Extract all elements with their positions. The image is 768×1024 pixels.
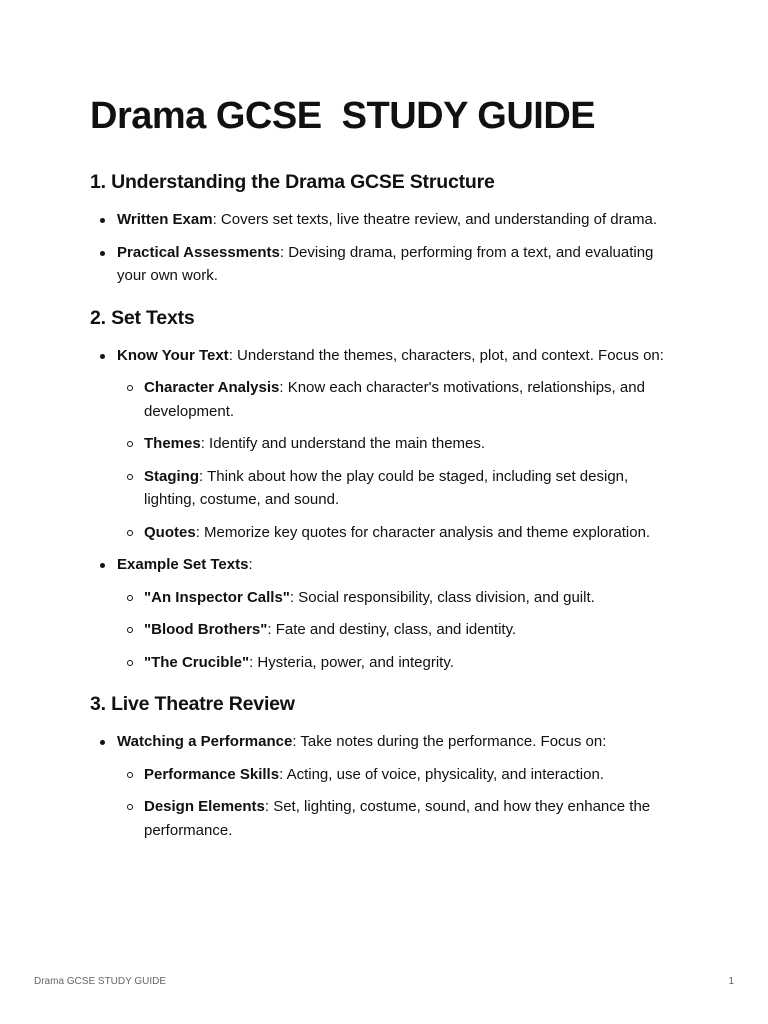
section-live-theatre-review — [90, 690, 680, 842]
page-title: Drama GCSE STUDY GUIDE — [90, 95, 596, 137]
list-item — [90, 730, 680, 842]
list-item — [90, 241, 680, 288]
item-text: : Identify and understand the main themes. — [200, 435, 486, 452]
item-term: Example Set Texts — [117, 556, 249, 573]
list-item — [90, 208, 680, 232]
sub-list-item — [117, 432, 680, 456]
item-term: Staging — [144, 467, 199, 485]
item-term: "The Crucible" — [144, 653, 250, 671]
section-heading: 3. Live Theatre Review — [90, 693, 295, 715]
bullet-list — [90, 730, 680, 842]
item-text: : Set, lighting, costume, sound, and how they enhance the performance. — [144, 798, 651, 839]
list-item — [90, 344, 680, 545]
section-structure — [90, 168, 680, 288]
list-item — [90, 553, 680, 674]
sub-list — [117, 376, 680, 544]
page-number: 1 — [728, 976, 734, 987]
item-term: Quotes — [144, 523, 196, 541]
item-text: : Acting, use of voice, physicality, and interaction. — [279, 765, 604, 783]
item-term: Performance Skills — [144, 765, 280, 783]
section-heading: 1. Understanding the Drama GCSE Structure — [90, 171, 495, 193]
sub-list-item — [117, 465, 680, 512]
sub-list-item — [117, 376, 680, 423]
item-text: : Understand the themes, characters, plot, and context. Focus on: — [228, 346, 664, 364]
item-term: Character Analysis — [144, 379, 280, 396]
item-term: Watching a Performance — [117, 733, 293, 750]
item-term: "An Inspector Calls" — [144, 588, 290, 606]
sub-list — [117, 763, 680, 843]
sub-list — [117, 586, 680, 675]
item-term: Themes — [144, 435, 201, 452]
item-text: : Know each character's motivations, relationships, and development. — [144, 379, 645, 420]
item-term: "Blood Brothers" — [144, 621, 268, 638]
footer-title: Drama GCSE STUDY GUIDE — [34, 976, 167, 987]
item-term: Practical Assessments — [117, 243, 280, 261]
item-term: Design Elements — [144, 798, 265, 815]
item-term: Know Your Text — [117, 346, 229, 364]
sub-list-item — [117, 586, 680, 610]
sub-list-item — [117, 795, 680, 842]
item-text: : Social responsibility, class division, and guilt. — [289, 588, 595, 606]
item-text: : Memorize key quotes for character analysis and theme exploration. — [195, 523, 651, 541]
sub-list-item — [117, 651, 680, 675]
item-text: : Fate and destiny, class, and identity. — [267, 621, 517, 638]
bullet-list — [90, 208, 680, 288]
item-text: : — [248, 556, 253, 573]
item-text: : Hysteria, power, and integrity. — [249, 653, 454, 671]
item-text: : Covers set texts, live theatre review, and understanding of drama. — [212, 211, 657, 228]
sub-list-item — [117, 763, 680, 787]
sub-list-item — [117, 521, 680, 545]
section-heading: 2. Set Texts — [90, 306, 195, 329]
sub-list-item — [117, 618, 680, 642]
item-text: : Take notes during the performance. Focus on: — [292, 733, 607, 750]
bullet-list — [90, 344, 680, 675]
section-set-texts — [90, 304, 680, 675]
item-text: : Devising drama, performing from a text, and evaluating your own work. — [117, 243, 654, 284]
document-content — [90, 168, 680, 858]
item-text: : Think about how the play could be staged, including set design, lighting, costume, and sound. — [144, 467, 629, 508]
item-term: Written Exam — [117, 211, 213, 228]
